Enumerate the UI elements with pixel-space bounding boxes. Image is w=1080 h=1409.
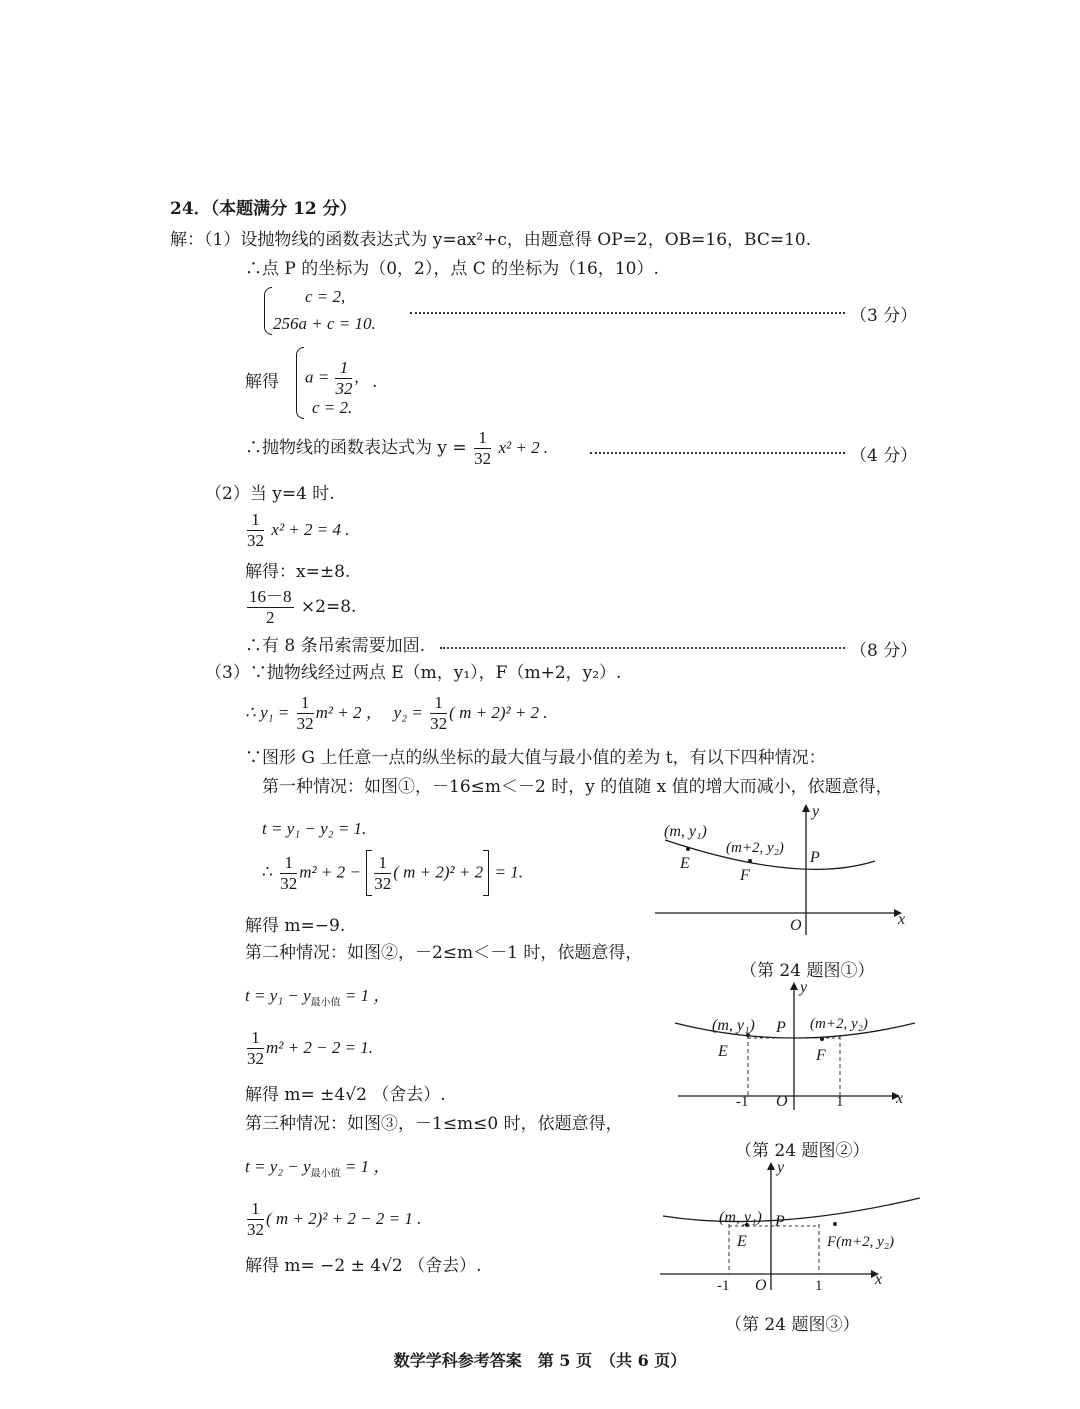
fig2-parabola bbox=[675, 1023, 915, 1038]
fraction-numerator: 1 bbox=[247, 1199, 264, 1220]
part2-solution: 解得：x=±8. bbox=[245, 562, 351, 582]
expression-prefix: ∴抛物线的函数表达式为 y = bbox=[245, 438, 467, 458]
case3-eq1-tail: = 1 ， bbox=[344, 1157, 391, 1176]
case2-eq1-tail: = 1 ， bbox=[344, 986, 391, 1005]
cases-intro: ∵图形 G 上任意一点的纵坐标的最大值与最小值的差为 t，有以下四种情况： bbox=[245, 748, 826, 768]
fraction-denominator: 32 bbox=[335, 379, 353, 398]
fig2-label-e: E bbox=[718, 1043, 728, 1060]
fig3-tick-1: 1 bbox=[815, 1278, 823, 1293]
fig3-e-coord: (m, y₁) bbox=[719, 1209, 762, 1226]
page-footer: 数学学科参考答案 第 5 页 （共 6 页） bbox=[393, 1351, 687, 1370]
fig1-label-y: y bbox=[812, 803, 820, 820]
fig2-y-arrow bbox=[790, 982, 798, 990]
case3-eq1-sub: 最小值 bbox=[310, 1168, 341, 1180]
fig2-label-o: O bbox=[776, 1093, 788, 1110]
case3-fraction bbox=[247, 1199, 264, 1240]
system-eq-1: c = 2, bbox=[305, 287, 346, 306]
fraction-numerator: 1 bbox=[474, 428, 491, 449]
expression-tail: x² + 2 . bbox=[498, 438, 549, 457]
case1-eq2-tail: = 1. bbox=[494, 862, 523, 882]
fraction-denominator: 32 bbox=[247, 1220, 264, 1239]
case3-solution: 解得 m= −2 ± 4√2 （舍去）. bbox=[245, 1256, 482, 1276]
y1-fraction bbox=[297, 693, 314, 734]
case2-eq1-sub: 最小值 bbox=[310, 997, 341, 1009]
fraction-denominator: 2 bbox=[266, 608, 275, 627]
fig2-label-p: P bbox=[776, 1019, 786, 1036]
fig2-caption: （第 24 题图②） bbox=[735, 1141, 870, 1161]
figure-1 bbox=[650, 800, 920, 940]
score-3: （3 分） bbox=[850, 306, 918, 326]
fig1-point-f bbox=[748, 859, 752, 863]
right-bracket bbox=[483, 850, 489, 896]
case1-inner-fraction bbox=[374, 853, 391, 894]
fraction-numerator: 1 bbox=[247, 1028, 264, 1049]
y2-tail: ( m + 2)² + 2 . bbox=[449, 703, 548, 722]
part2-fraction bbox=[247, 510, 264, 551]
leader-dots-3 bbox=[440, 647, 845, 649]
fraction-numerator: 16－8 bbox=[249, 587, 292, 606]
case1-eq1: t = y₁ − y₂ = 1. bbox=[262, 819, 367, 838]
part2-equation bbox=[245, 510, 350, 551]
part1-line2: ∴点 P 的坐标为（0，2），点 C 的坐标为（16，10）. bbox=[245, 259, 659, 279]
case2-intro: 第二种情况：如图②，－2≤m＜－1 时，依题意得， bbox=[245, 943, 643, 963]
case2-eq2 bbox=[245, 1028, 373, 1069]
case1-solution: 解得 m=−9. bbox=[245, 916, 346, 936]
part2-equation-tail: x² + 2 = 4 . bbox=[271, 520, 350, 539]
fig2-label-x: x bbox=[896, 1090, 904, 1107]
score-4: （4 分） bbox=[850, 446, 918, 466]
fig2-f-coord: (m+2, y₂) bbox=[810, 1016, 868, 1032]
fig1-y-arrow bbox=[802, 804, 810, 812]
case2-solution: 解得 m= ±4√2 （舍去）. bbox=[245, 1085, 446, 1105]
fig1-point-e bbox=[686, 847, 690, 851]
fraction-denominator: 32 bbox=[280, 873, 298, 893]
fig3-tick-neg1: -1 bbox=[717, 1278, 730, 1293]
case1-eq2-mid: m² + 2 − bbox=[299, 862, 361, 882]
fig2-tick-neg1: -1 bbox=[736, 1094, 749, 1110]
solution-dot: . bbox=[372, 372, 378, 392]
fraction-denominator: 32 bbox=[374, 873, 392, 893]
case2-eq2-tail: m² + 2 − 2 = 1. bbox=[266, 1038, 374, 1057]
case1-fraction bbox=[280, 853, 297, 894]
fig1-label-o: O bbox=[790, 917, 802, 934]
fraction-numerator: 1 bbox=[335, 358, 352, 379]
fig3-label-e: E bbox=[737, 1233, 747, 1250]
fig2-tick-1: 1 bbox=[836, 1094, 844, 1110]
fig3-label-x: x bbox=[875, 1271, 883, 1288]
fig2-point-f bbox=[820, 1037, 824, 1041]
fig2-label-y: y bbox=[800, 979, 808, 996]
y2-fraction bbox=[430, 693, 447, 734]
case1-eq2-prefix: ∴ bbox=[262, 862, 273, 883]
part2-calculation bbox=[245, 587, 356, 628]
case1-intro: 第一种情况：如图①，－16≤m＜－2 时，y 的值随 x 值的增大而减小，依题意得， bbox=[262, 777, 893, 797]
case3-eq1-main: t = y₂ − y bbox=[245, 1157, 311, 1176]
fig3-point-f bbox=[833, 1222, 837, 1226]
fig1-caption: （第 24 题图①） bbox=[740, 961, 875, 981]
case2-eq1 bbox=[245, 985, 390, 1014]
case3-eq2 bbox=[245, 1199, 421, 1240]
figure-3 bbox=[655, 1158, 925, 1293]
solution-c: c = 2. bbox=[312, 398, 353, 417]
solution-a-lhs: a = bbox=[305, 367, 330, 387]
fraction-denominator: 32 bbox=[247, 1049, 264, 1068]
fraction-numerator: 1 bbox=[247, 510, 264, 531]
leader-dots-1 bbox=[410, 312, 845, 314]
part2-line1: （2）当 y=4 时. bbox=[205, 484, 335, 504]
part3-line1: （3）∵抛物线经过两点 E（m，y₁），F（m+2，y₂）. bbox=[205, 663, 622, 683]
fig3-caption: （第 24 题图③） bbox=[725, 1315, 860, 1335]
fig3-label-y: y bbox=[777, 1159, 785, 1176]
fraction-numerator: 1 bbox=[374, 853, 391, 874]
y2-prefix: y₂ = bbox=[393, 703, 423, 722]
y1-prefix: ∴ y₁ = bbox=[245, 703, 290, 722]
fig3-label-o: O bbox=[755, 1277, 767, 1293]
fig1-e-coord: (m, y₁) bbox=[664, 823, 707, 840]
part2-conclusion: ∴有 8 条吊索需要加固. bbox=[245, 636, 426, 656]
fraction-numerator: 1 bbox=[280, 853, 297, 874]
leader-dots-2 bbox=[590, 452, 845, 454]
case1-inner-tail: ( m + 2)² + 2 bbox=[393, 862, 484, 882]
fraction-denominator: 32 bbox=[430, 714, 448, 733]
expression-fraction bbox=[474, 428, 491, 469]
system-brace-2 bbox=[296, 347, 304, 419]
solution-a-tail: , bbox=[354, 367, 359, 387]
fraction-numerator: 1 bbox=[430, 693, 447, 714]
case3-eq1 bbox=[245, 1156, 390, 1185]
fig3-label-f: F(m+2, y₂) bbox=[827, 1234, 894, 1250]
fraction-denominator: 32 bbox=[247, 531, 264, 550]
fig1-f-coord: (m+2, y₂) bbox=[726, 840, 784, 856]
case2-fraction bbox=[247, 1028, 264, 1069]
fig2-e-coord: (m, y₁) bbox=[712, 1017, 755, 1034]
solution-a bbox=[305, 358, 359, 399]
parabola-expression bbox=[245, 428, 548, 469]
part3-y-values bbox=[245, 693, 548, 734]
score-8: （8 分） bbox=[850, 641, 918, 661]
system-eq-2: 256a + c = 10. bbox=[273, 314, 376, 333]
fraction-denominator: 32 bbox=[474, 449, 492, 468]
fig1-label-x: x bbox=[898, 911, 906, 928]
fig1-label-f: F bbox=[740, 867, 750, 884]
fraction-denominator: 32 bbox=[296, 714, 314, 733]
fig2-label-f: F bbox=[816, 1047, 826, 1064]
case1-eq2 bbox=[262, 850, 523, 896]
solve-label: 解得 bbox=[245, 372, 279, 392]
fig3-label-p: P bbox=[775, 1213, 785, 1230]
question-title: 24．（本题满分 12 分） bbox=[170, 199, 357, 219]
case2-eq1-main: t = y₁ − y bbox=[245, 986, 311, 1005]
fig1-label-p: P bbox=[810, 849, 820, 866]
system-brace-1 bbox=[264, 287, 272, 335]
fig1-label-e: E bbox=[680, 855, 690, 872]
y1-tail: m² + 2 ， bbox=[315, 703, 383, 722]
part1-line1: 解：（1）设抛物线的函数表达式为 y=ax²+c，由题意得 OP=2，OB=16，BC=10. bbox=[170, 230, 812, 250]
solution-a-fraction bbox=[335, 358, 352, 399]
case3-eq2-tail: ( m + 2)² + 2 − 2 = 1 . bbox=[266, 1209, 422, 1228]
fraction-numerator: 1 bbox=[297, 693, 314, 714]
left-bracket bbox=[366, 850, 372, 896]
calc-fraction bbox=[247, 587, 294, 628]
fig3-y-arrow bbox=[767, 1162, 775, 1170]
case3-intro: 第三种情况：如图③，－1≤m≤0 时，依题意得， bbox=[245, 1114, 623, 1134]
fig3-parabola bbox=[663, 1198, 920, 1222]
figure-2 bbox=[670, 978, 920, 1113]
calc-tail: ×2=8. bbox=[300, 597, 357, 617]
